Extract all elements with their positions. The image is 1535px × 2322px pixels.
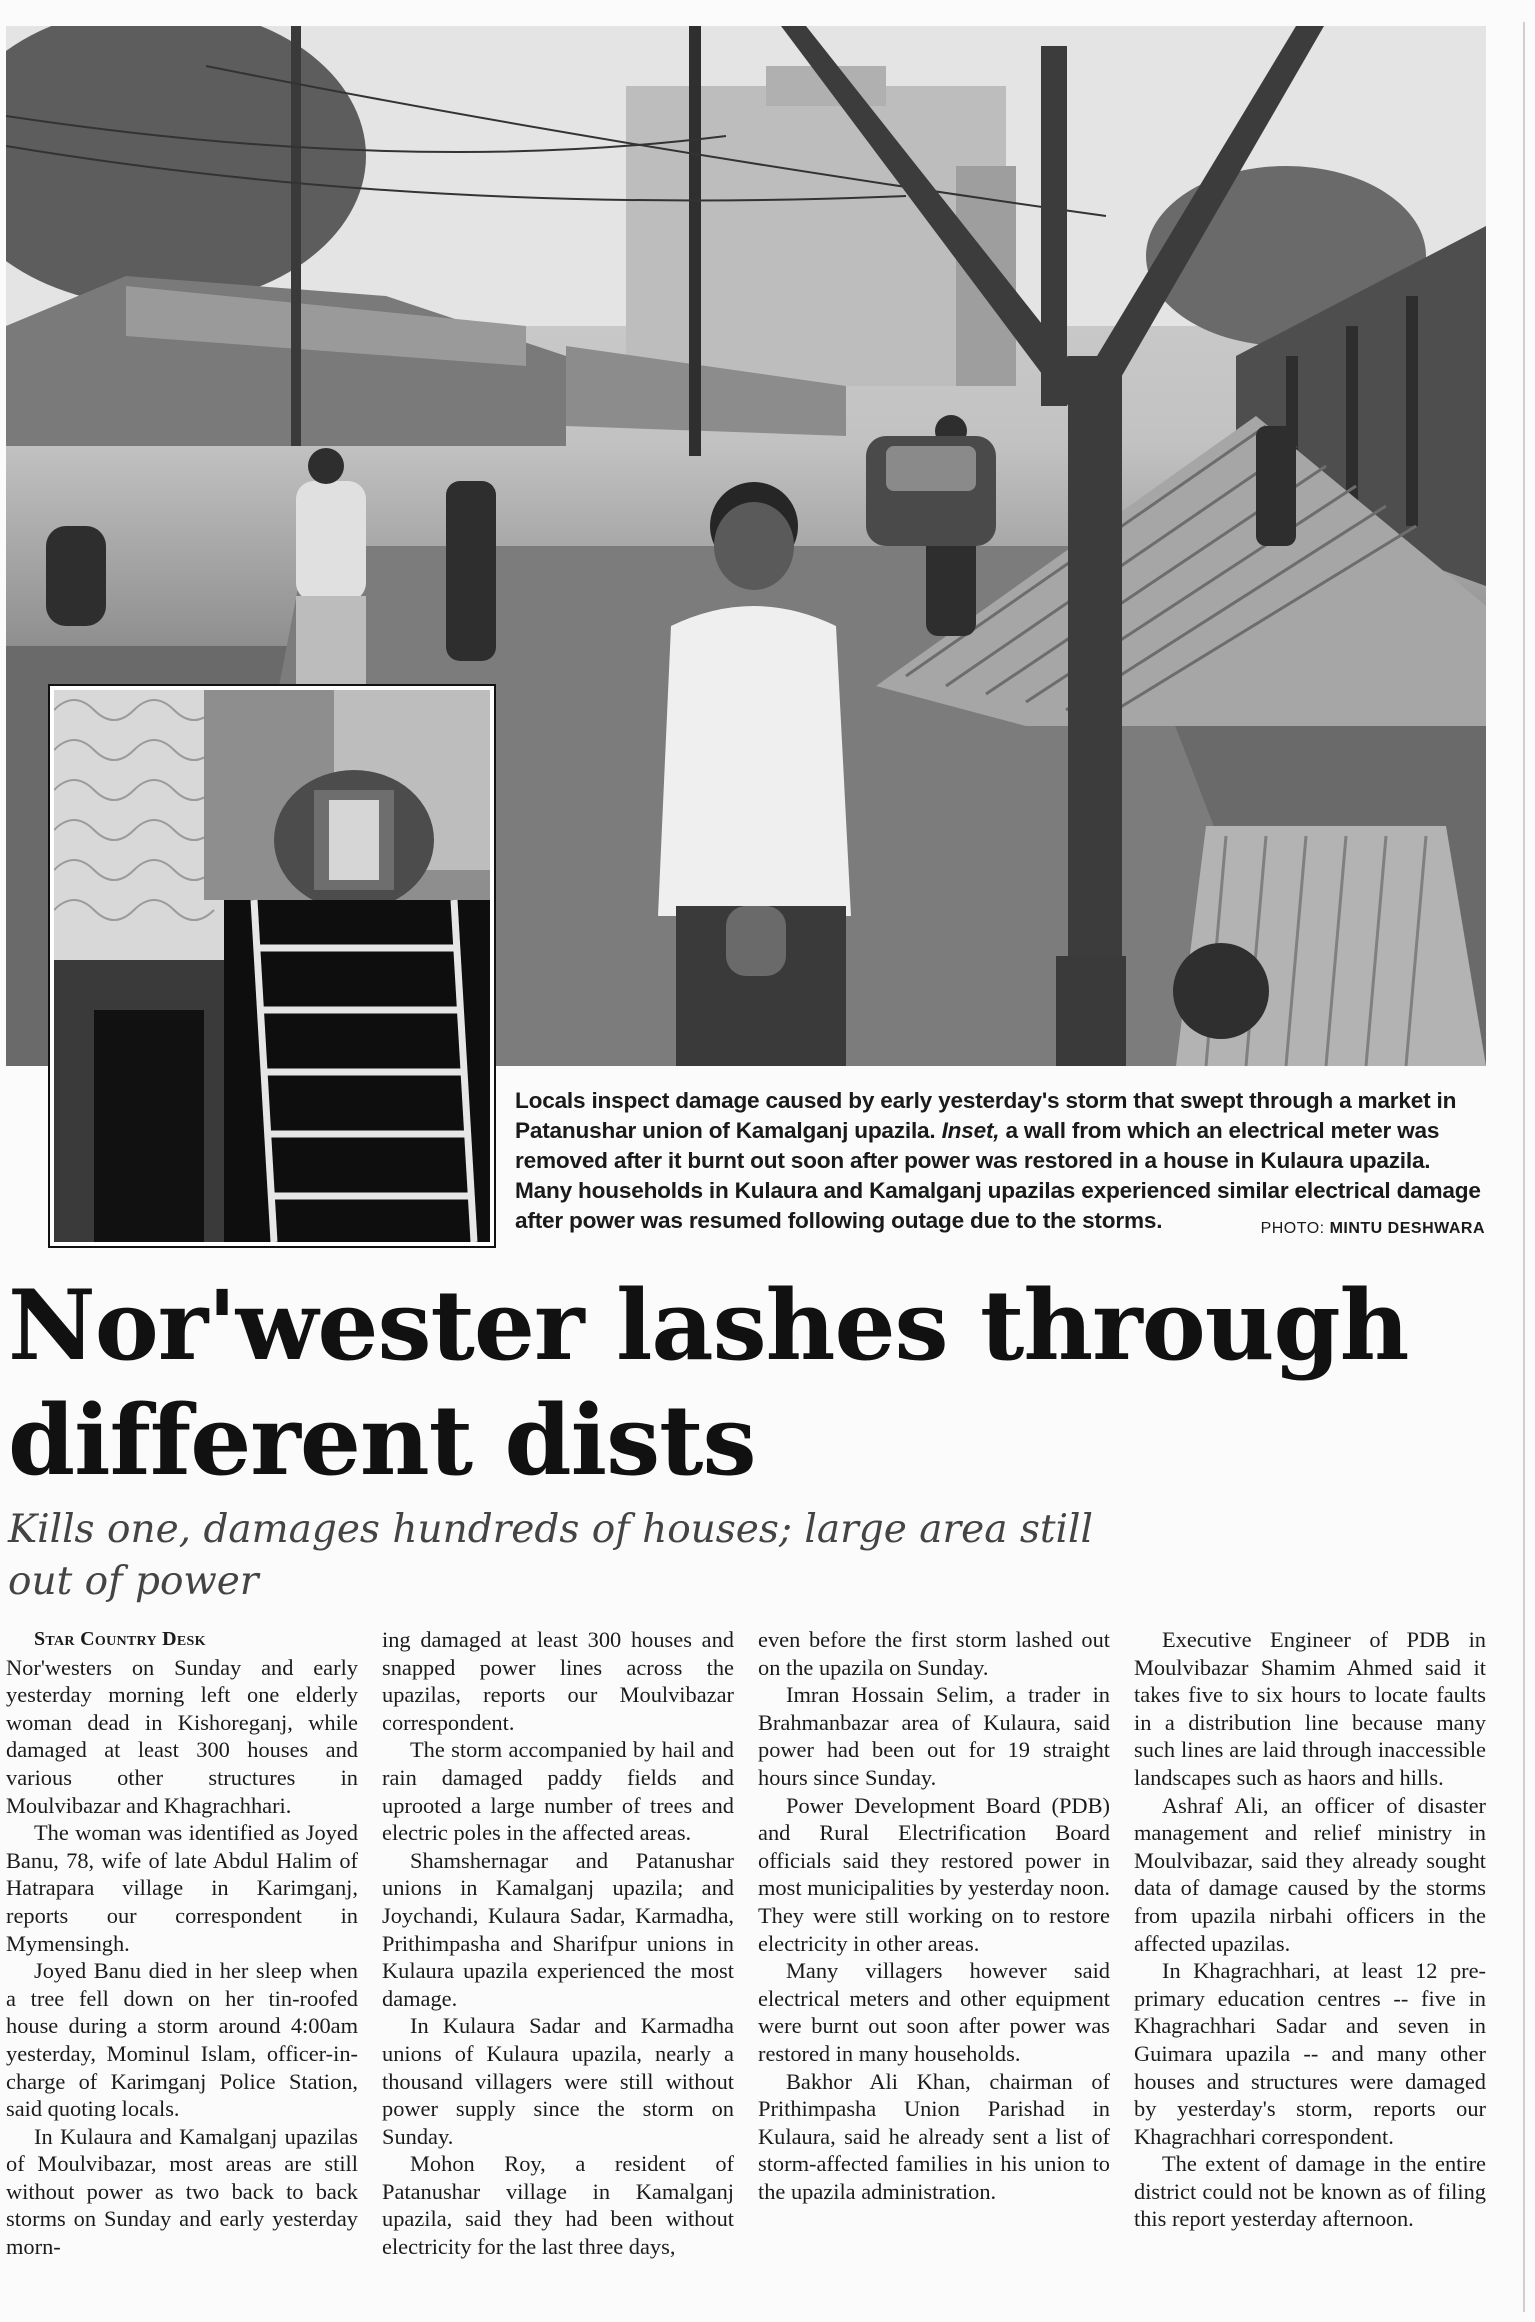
paragraph: The extent of damage in the entire district could not be known as of filing this report yesterday afternoon. [1134,2151,1486,2232]
article-column-2 [382,1626,734,2261]
paragraph: The storm accompanied by hail and rain damaged paddy fields and uprooted a large number of trees and electric poles in the affected areas. [382,1737,734,1846]
paragraph: even before the first storm lashed out on the upazila on Sunday. [758,1627,1110,1680]
page-edge-rule [1523,22,1525,2312]
paragraph: Nor'westers on Sunday and early yesterday morning left one elderly woman dead in Kishoreganj, while damaged at least 300 houses and various other structures in Moulvibazar and Khagrachhari. [6,1654,358,1818]
article-column-3 [758,1626,1110,2205]
paragraph: Mohon Roy, a resident of Patanushar village in Kamalganj upazila, said they had been without electricity for the last three days, [382,2151,734,2260]
paragraph: The woman was identified as Joyed Banu, 78, wife of late Abdul Halim of Hatrapara village in Karimganj, reports our correspondent in Mymensingh. [6,1820,358,1956]
paragraph: In Khagrachhari, at least 12 pre-primary education centres -- five in Khagrachhari Sadar and seven in Guimara upazila -- and many other houses and structures were damaged by yesterday's storm, reports our Khagrachhari correspondent. [1134,1958,1486,2149]
article-column-4 [1134,1626,1486,2233]
paragraph: Power Development Board (PDB) and Rural Electrification Board officials said they restored power in most municipalities by yesterday noon. They were still working on to restore electricity in other areas. [758,1792,1110,1956]
caption-lead: Locals inspect damage caused by early yesterday's storm that swept through a market in Patanushar union of Kamalganj upazila. [515,1088,1457,1143]
paragraph: Imran Hossain Selim, a trader in Brahmanbazar area of Kulaura, said power had been out for 19 straight hours since Sunday. [758,1682,1110,1790]
paragraph: ing damaged at least 300 houses and snapped power lines across the upazilas, reports our Moulvibazar correspondent. [382,1627,734,1735]
inset-photo [50,686,494,1246]
photo-credit [1261,1220,1485,1238]
photo-caption [515,1086,1485,1236]
caption-inset-word: Inset, [941,1118,1000,1143]
photo-credit-label: PHOTO: [1260,1220,1325,1237]
caption-rest: a wall from which an electrical meter was removed after it burnt out soon after power was restored in a house in Kulaura upazila. Many households in Kulaura and Kamalganj upazilas experienced similar electrical damage after power was resumed following outage due to the storms. [515,1118,1481,1233]
paragraph: Executive Engineer of PDB in Moulvibazar Shamim Ahmed said it takes five to six hours to locate faults in a distribution line because many such lines are laid through inaccessible landscapes such as haors and hills. [1134,1627,1486,1790]
article-column-1 [6,1626,358,2261]
paragraph: Joyed Banu died in her sleep when a tree fell down on her tin-roofed house during a storm around 4:00am yesterday, Mominul Islam, officer-in-charge of Karimganj Police Station, said quoting locals. [6,1958,358,2122]
paragraph: Ashraf Ali, an officer of disaster management and relief ministry in Moulvibazar, said they already sought data of damage caused by the storms from upazila nirbahi officers in the affected upazilas. [1134,1792,1486,1956]
subheadline: Kills one, damages hundreds of houses; large area still out of power [8,1507,1093,1604]
paragraph: Shamshernagar and Patanushar unions in Kamalganj upazila; and Joychandi, Kulaura Sadar, Karmadha, Prithimpasha and Sharifpur unions in Kulaura upazila experienced the most damage. [382,1847,734,2011]
paragraph: Many villagers however said electrical meters and other equipment were burnt out soon after power was restored in many households. [758,1958,1110,2066]
paragraph: In Kulaura Sadar and Karmadha unions of Kulaura upazila, nearly a thousand villagers were still without power supply since the storm on Sunday. [382,2013,734,2149]
paragraph: Bakhor Ali Khan, chairman of Prithimpasha Union Parishad in Kulaura, said he already sent a list of storm-affected families in his union to the upazila administration. [758,2068,1110,2204]
photo-credit-name: MINTU DESHWARA [1329,1220,1485,1237]
headline: Nor'wester lashes through different dists [8,1269,1409,1497]
byline-text: Star Country Desk [34,1628,206,1650]
paragraph: In Kulaura and Kamalganj upazilas of Moulvibazar, most areas are still without power as two back to back storms on Sunday and early yesterday morn- [6,2123,358,2260]
byline [6,1626,358,1654]
